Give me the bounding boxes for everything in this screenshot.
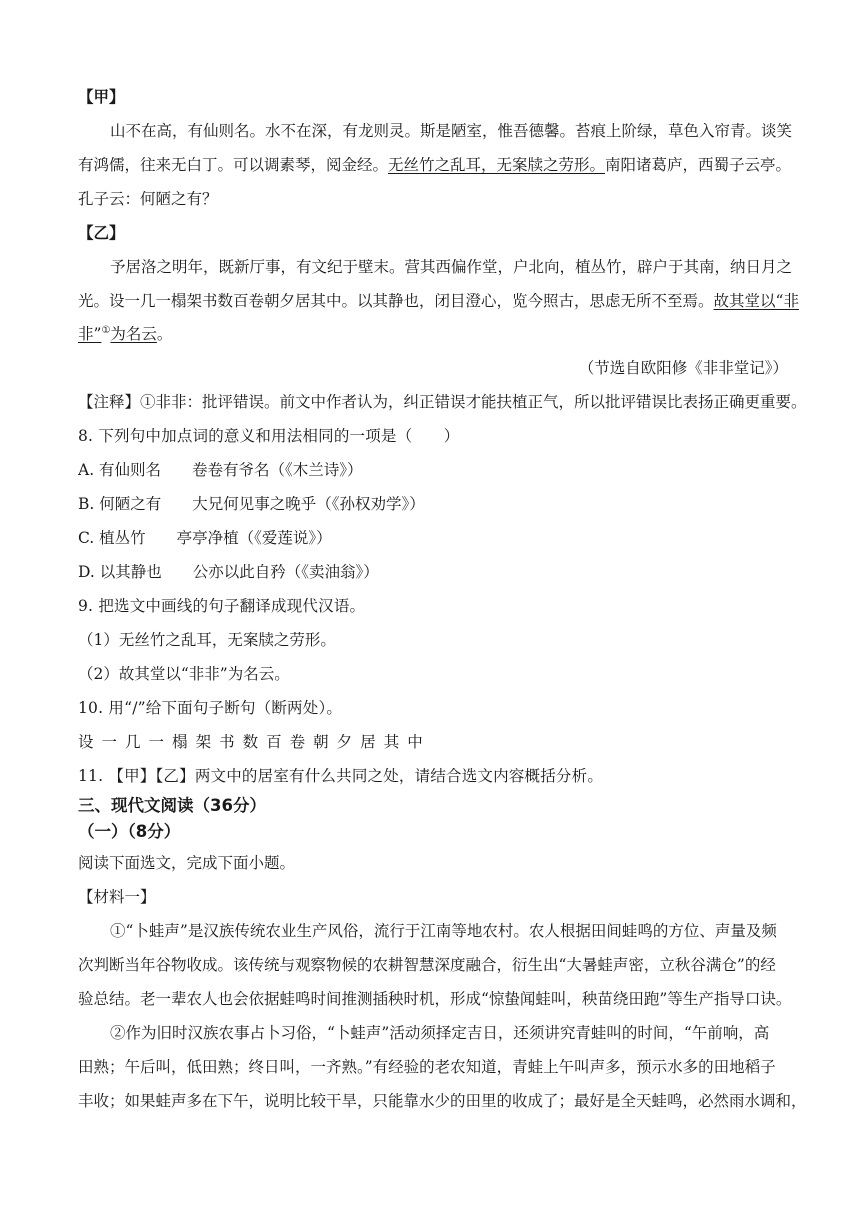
underlined-sentence-2-end: 为名云 xyxy=(110,325,157,343)
question-9-sub-2: （2）故其堂以“非非”为名云。 xyxy=(78,665,290,683)
sentence-char: 百 xyxy=(266,733,282,751)
material-1-para-2-line-1: ②作为旧时汉族农事占卜习俗，“卜蛙声”活动须择定吉日，还须讲究青蛙叫的时间，“午前响，高 xyxy=(110,1024,770,1042)
sentence-char: 卷 xyxy=(289,733,306,751)
sentence-char: 一 xyxy=(148,733,165,751)
question-9-sub-1: （1）无丝竹之乱耳，无案牍之劳形。 xyxy=(78,631,336,649)
question-8-option-a: A. 有仙则名 卷卷有爷名（《木兰诗》） xyxy=(78,461,363,479)
passage-b-tag: 【乙】 xyxy=(78,224,125,242)
sentence-char: 中 xyxy=(407,733,423,751)
question-8-option-d: D. 以其静也 公亦以此自矜（《卖油翁》） xyxy=(78,563,379,581)
punctuation: 。 xyxy=(156,325,173,343)
passage-a-tag: 【甲】 xyxy=(78,88,125,106)
material-1-para-1-line-2: 次判断当年谷物收成。该传统与观察物候的农耕智慧深度融合，衍生出“大暑蛙声密，立秋谷满仓”的经 xyxy=(78,956,776,974)
passage-a-line-3: 孔子云：何陋之有？ xyxy=(78,190,218,208)
passage-b-line-1: 予居洛之明年，既新厅事，有文纪于壁末。营其西偏作堂，户北向，植丛竹，辟户于其南，纳日月之 xyxy=(110,258,793,276)
passage-a-line-1: 山不在高，有仙则名。水不在深，有龙则灵。斯是陋室，惟吾德馨。苔痕上阶绿，草色入帘青。谈笑 xyxy=(110,122,793,140)
question-8-option-b: B. 何陋之有 大兄何见事之晚乎（《孙权劝学》） xyxy=(78,495,425,513)
sentence-char: 书 xyxy=(219,733,235,751)
passage-b-text: 光。设一几一榻架书数百卷朝夕居其中。以其静也，闭目澄心，览今照古，思虑无所不至焉。 xyxy=(78,292,714,310)
question-10-sentence xyxy=(78,731,788,753)
passage-a-line-2 xyxy=(78,154,792,176)
footnote-marker: ① xyxy=(101,324,111,336)
sentence-char: 居 xyxy=(360,733,376,751)
sentence-char: 夕 xyxy=(336,733,353,751)
section-3-title: 三、现代文阅读（36分） xyxy=(78,796,266,815)
question-9-stem: 9. 把选文中画线的句子翻译成现代汉语。 xyxy=(78,597,366,615)
question-8-stem: 8. 下列句中加点词的意义和用法相同的一项是（ ） xyxy=(78,427,460,445)
sentence-char: 数 xyxy=(242,733,259,751)
underlined-sentence-2: 故其堂以“非 xyxy=(713,292,799,310)
material-1-para-2-line-2: 田熟；午后叫，低田熟；终日叫，一齐熟。”有经验的老农知道，青蛙上午叫声多，预示水多的田地稻子 xyxy=(78,1058,776,1076)
section-3-subtitle: （一）（8分） xyxy=(78,822,181,841)
sentence-char: 榻 xyxy=(172,733,188,751)
passage-b-source: （节选自欧阳修《非非堂记》） xyxy=(578,359,788,377)
annotation-note: 【注释】①非非：批评错误。前文中作者认为，纠正错误才能扶植正气，所以批评错误比表扬正确更重要。 xyxy=(78,393,807,411)
question-11: 11. 【甲】【乙】两文中的居室有什么共同之处，请结合选文内容概括分析。 xyxy=(78,767,604,785)
sentence-char: 朝 xyxy=(313,733,329,751)
question-8-option-c: C. 植丛竹 亭亭净植（《爱莲说》） xyxy=(78,529,332,547)
section-3-instruction: 阅读下面选文，完成下面小题。 xyxy=(78,854,296,872)
material-1-para-1-line-1: ①“卜蛙声”是汉族传统农业生产风俗，流行于江南等地农村。农人根据田间蛙鸣的方位、声量及频 xyxy=(110,922,777,940)
sentence-char: 设 xyxy=(78,733,94,751)
sentence-char: 架 xyxy=(195,733,212,751)
question-10-stem: 10. 用“/”给下面句子断句（断两处）。 xyxy=(78,699,343,717)
underlined-sentence-2-cont: 非” xyxy=(78,325,102,343)
material-1-para-2-line-3: 丰收；如果蛙声多在下午，说明比较干旱，只能靠水少的田里的收成了；最好是全天蛙鸣，必然雨水调和， xyxy=(78,1092,807,1110)
sentence-char: 其 xyxy=(383,733,400,751)
sentence-char: 一 xyxy=(101,733,118,751)
material-1-para-1-line-3: 验总结。老一辈农人也会依据蛙鸣时间推测插秧时机，形成“惊蛰闻蛙叫，秧苗绕田跑”等生产指导口诀。 xyxy=(78,990,792,1008)
underlined-sentence-1: 无丝竹之乱耳，无案牍之劳形。 xyxy=(388,156,606,174)
passage-b-line-3 xyxy=(78,323,788,345)
sentence-char: 几 xyxy=(125,733,141,751)
passage-a-text: 有鸿儒，往来无白丁。可以调素琴，阅金经。 xyxy=(78,156,389,174)
material-1-tag: 【材料一】 xyxy=(78,888,156,906)
passage-a-text: 南阳诸葛庐，西蜀子云亭。 xyxy=(605,156,792,174)
passage-b-line-2 xyxy=(78,290,799,312)
